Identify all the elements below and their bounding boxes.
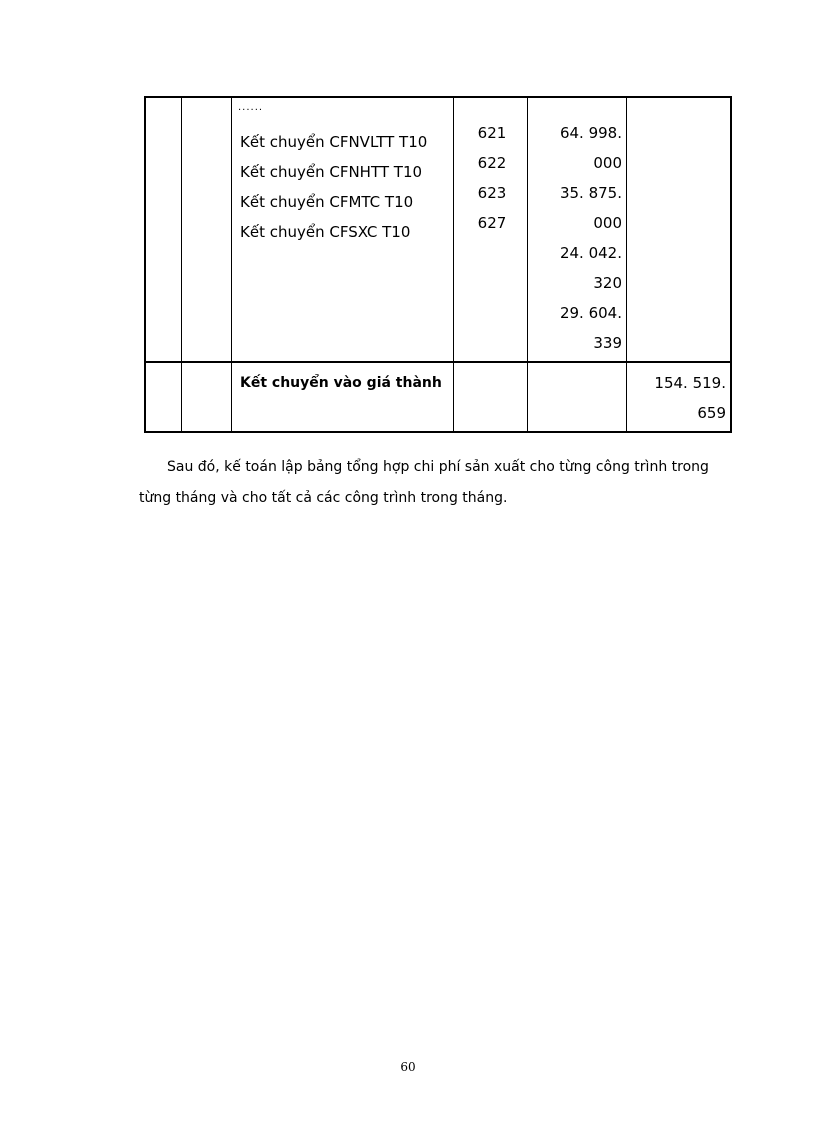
column-divider <box>231 98 232 431</box>
entry-accounts <box>456 118 528 238</box>
ledger-table <box>144 96 732 433</box>
entry-desc: Kết chuyển CFNVLTT T10 <box>240 133 428 151</box>
page-number: 60 <box>400 1060 416 1074</box>
entry-account: 623 <box>477 184 507 202</box>
amount-line: 320 <box>593 274 622 292</box>
amount-line: 29. 604. <box>559 304 622 322</box>
entry-desc: Kết chuyển CFNHTT T10 <box>240 163 423 181</box>
amount-line: 000 <box>593 214 622 232</box>
total-amount-line: 659 <box>697 404 726 422</box>
entry-descriptions <box>240 127 427 247</box>
entry-account: 621 <box>477 124 507 142</box>
amount-line: 35. 875. <box>559 184 622 202</box>
entry-desc: Kết chuyển CFMTC T10 <box>240 193 414 211</box>
amount-line: 24. 042. <box>559 244 622 262</box>
entry-account: 627 <box>477 214 507 232</box>
amount-line: 000 <box>593 154 622 172</box>
entry-account: 622 <box>477 154 507 172</box>
amount-line: 64. 998. <box>559 124 622 142</box>
column-divider <box>453 98 454 431</box>
total-amount <box>626 368 726 428</box>
entry-desc: Kết chuyển CFSXC T10 <box>240 223 411 241</box>
amount-line: 339 <box>593 334 622 352</box>
total-label: Kết chuyển vào giá thành <box>240 375 442 391</box>
body-paragraph-line-1: Sau đó, kế toán lập bảng tổng hợp chi phí sản xuất cho từng công trình trong <box>167 459 709 475</box>
entry-amounts <box>528 118 622 358</box>
body-paragraph-line-2: từng tháng và cho tất cả các công trình trong tháng. <box>139 490 508 506</box>
ellipsis-dots: ...... <box>238 102 264 113</box>
column-divider <box>181 98 182 431</box>
total-amount-line: 154. 519. <box>654 374 726 392</box>
row-divider <box>146 361 730 363</box>
